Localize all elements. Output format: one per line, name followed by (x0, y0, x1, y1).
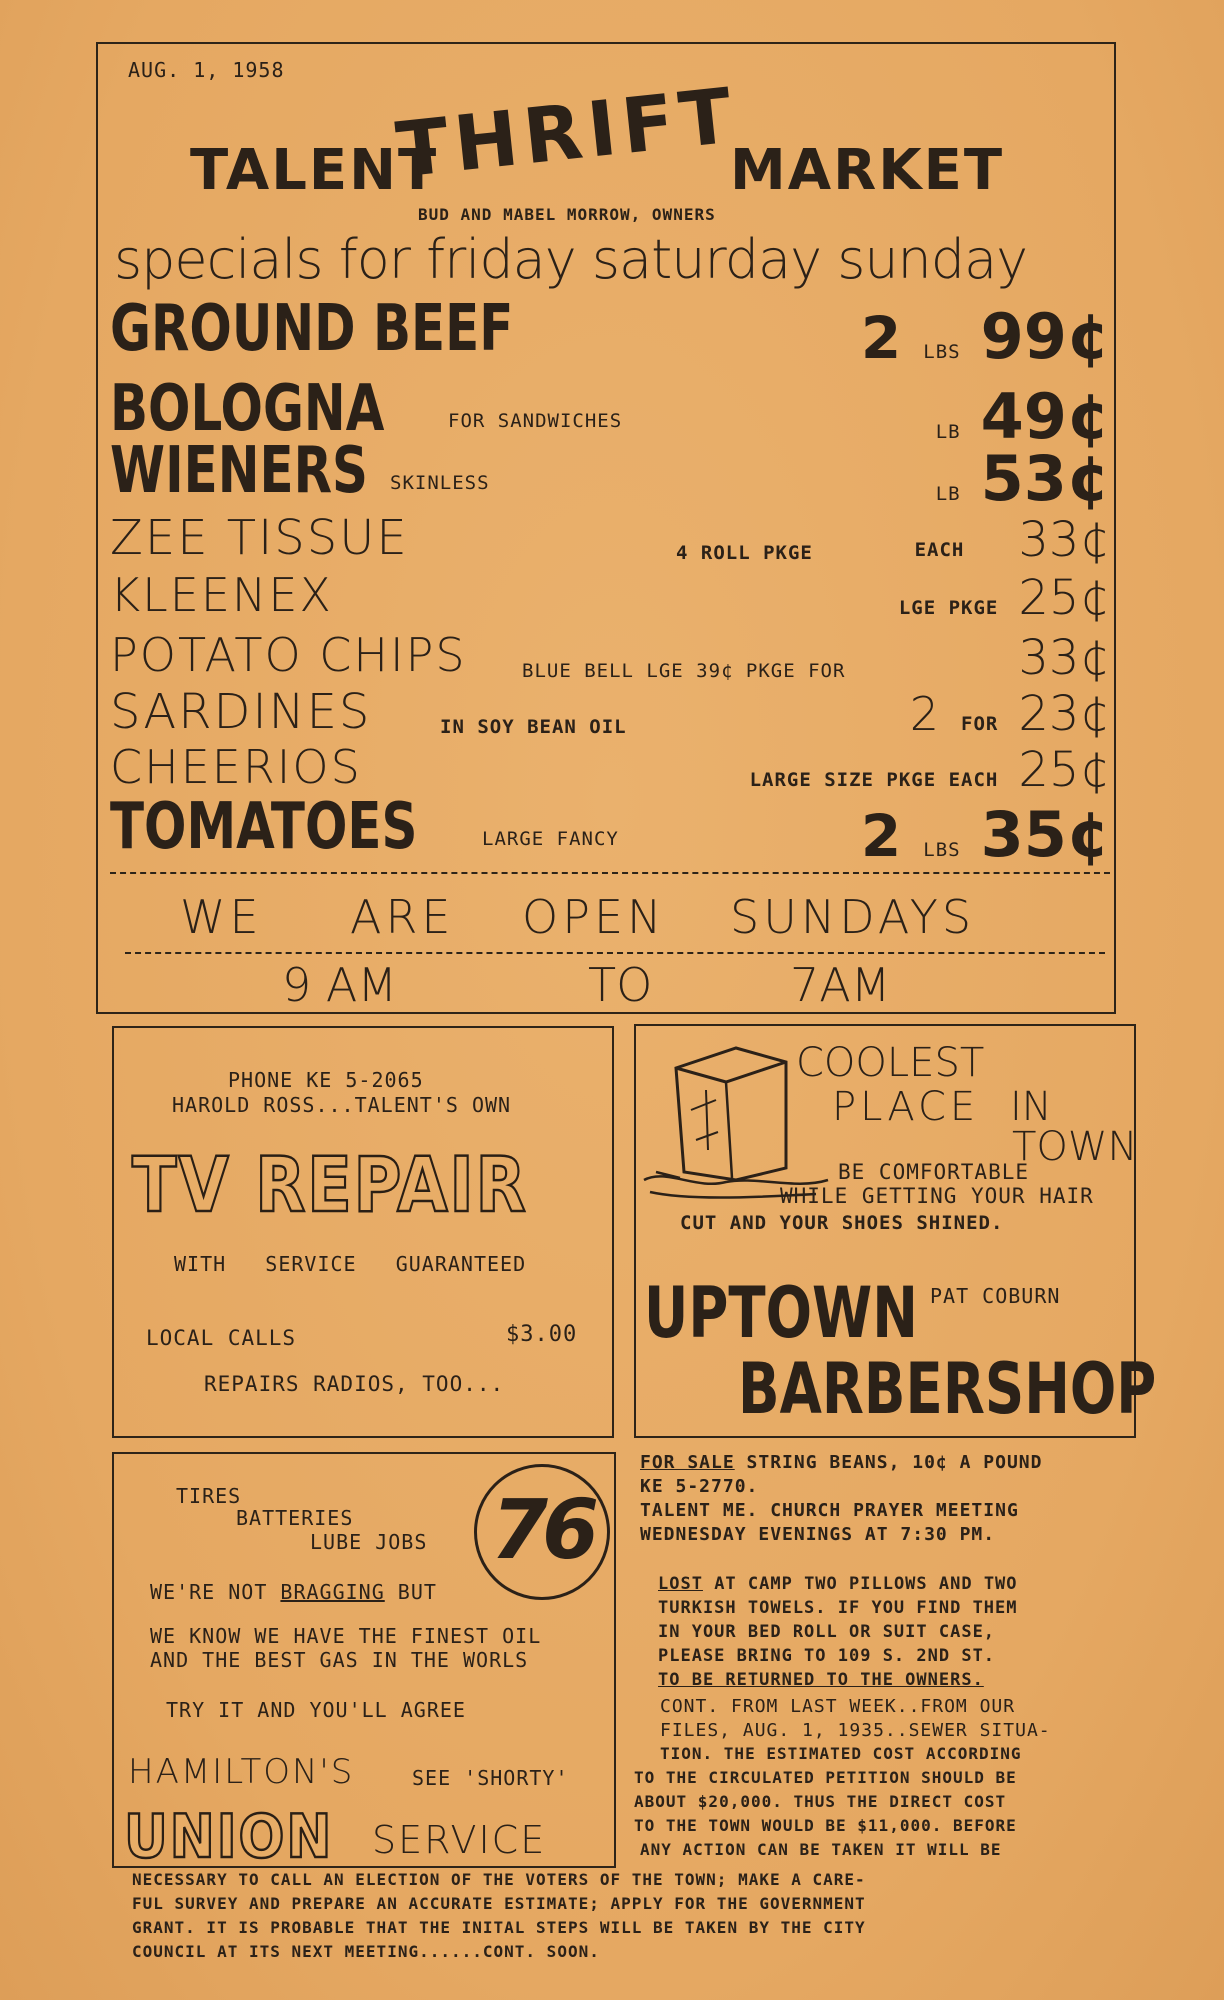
item-price: 33¢ (1018, 630, 1110, 686)
market-name-thrift: THRIFT (392, 70, 742, 195)
forsale-text: STRING BEANS, 10¢ A POUND (734, 1452, 1043, 1473)
union-76-logo-text: 76 (490, 1483, 594, 1578)
open-word-sundays: SUNDAYS (730, 890, 976, 944)
item-unit: LGE PKGE (898, 597, 999, 619)
item-note: FOR SANDWICHES (448, 410, 623, 432)
union-lube: LUBE JOBS (310, 1530, 428, 1554)
market-owners: BUD AND MABEL MORROW, OWNERS (418, 205, 716, 224)
item-unit: LBS (923, 839, 961, 861)
tv-local-price: $3.00 (506, 1322, 578, 1347)
barber-cut: CUT AND YOUR SHOES SHINED. (680, 1212, 1004, 1234)
item-price-group (861, 300, 1110, 373)
lost-line-3: IN YOUR BED ROLL OR SUIT CASE, (658, 1622, 996, 1642)
hours-open: 9 AM (282, 958, 398, 1012)
lost-line-1 (658, 1574, 1018, 1594)
church-line-1: TALENT ME. CHURCH PRAYER MEETING (640, 1500, 1019, 1521)
item-unit: LARGE SIZE PKGE EACH (749, 769, 999, 791)
market-name-talent: TALENT (190, 138, 439, 203)
tv-phone: PHONE KE 5-2065 (228, 1068, 424, 1092)
item-price: 33¢ (1018, 512, 1110, 568)
item-price: 25¢ (1018, 570, 1110, 626)
item-note: 4 ROLL PKGE (676, 542, 813, 564)
files-line-6: TO THE TOWN WOULD BE $11,000. BEFORE (634, 1816, 1017, 1835)
item-price: 35¢ (980, 798, 1110, 871)
union-shorty: SEE 'SHORTY' (412, 1766, 569, 1790)
forsale-phone: KE 5-2770. (640, 1476, 759, 1497)
item-name: TOMATOES (110, 790, 418, 864)
files-line-3: TION. THE ESTIMATED COST ACCORDING (660, 1744, 1022, 1763)
union-finest-2: AND THE BEST GAS IN THE WORLS (150, 1648, 529, 1672)
tv-repair-title: TV REPAIR (132, 1140, 528, 1229)
item-name: ZEE TISSUE (110, 510, 409, 566)
item-unit: LB (935, 483, 961, 505)
item-price-group (861, 798, 1110, 871)
bragging-post: BUT (384, 1580, 437, 1604)
item-price: 53¢ (980, 442, 1110, 515)
item-unit: EACH (914, 539, 965, 561)
specials-heading: specials for friday saturday sunday (114, 228, 1028, 291)
market-divider (110, 872, 1110, 874)
item-name: CHEERIOS (110, 740, 362, 794)
open-word-we: WE (180, 890, 263, 944)
barber-barbershop: BARBERSHOP (738, 1348, 1157, 1430)
open-word-are: ARE (350, 890, 455, 944)
item-qty: 2 (909, 687, 940, 741)
hours-to: TO (588, 958, 653, 1012)
barber-place: PLACE (832, 1084, 980, 1130)
union-batteries: BATTERIES (236, 1506, 354, 1530)
forsale-label: FOR SALE (640, 1452, 735, 1473)
bottom-line-4: COUNCIL AT ITS NEXT MEETING......CONT. SOON. (132, 1942, 600, 1961)
item-unit: LBS (923, 341, 961, 363)
item-price-group (910, 686, 1110, 742)
item-price-group (915, 512, 1110, 568)
union-tires: TIRES (176, 1484, 242, 1508)
lost-line-4: PLEASE BRING TO 109 S. 2ND ST. (658, 1646, 996, 1666)
issue-date: AUG. 1, 1958 (128, 58, 285, 82)
church-line-2: WEDNESDAY EVENINGS AT 7:30 PM. (640, 1524, 996, 1545)
barber-while: WHILE GETTING YOUR HAIR (780, 1184, 1094, 1208)
item-note: BLUE BELL LGE 39¢ PKGE FOR (522, 660, 846, 682)
item-price: 25¢ (1018, 742, 1110, 798)
files-line-5: ABOUT $20,000. THUS THE DIRECT COST (634, 1792, 1007, 1811)
barber-comfortable: BE COMFORTABLE (838, 1160, 1030, 1184)
union-service-word: SERVICE (372, 1818, 547, 1862)
tv-local-calls: LOCAL CALLS (146, 1326, 297, 1350)
bottom-line-3: GRANT. IT IS PROBABLE THAT THE INITAL STEPS WILL BE TAKEN BY THE CITY (132, 1918, 866, 1937)
item-price-group (1018, 630, 1110, 686)
item-name: WIENERS (110, 434, 369, 508)
bottom-line-2: FUL SURVEY AND PREPARE AN ACCURATE ESTIMATE; APPLY FOR THE GOVERNMENT (132, 1894, 866, 1913)
tv-owner: HAROLD ROSS...TALENT'S OWN (172, 1093, 512, 1117)
files-line-7: ANY ACTION CAN BE TAKEN IT WILL BE (640, 1840, 1002, 1859)
barber-in: IN (1010, 1084, 1052, 1130)
item-name: KLEENEX (110, 568, 333, 622)
item-price-group (936, 442, 1110, 515)
lost-line-2: TURKISH TOWELS. IF YOU FIND THEM (658, 1598, 1018, 1618)
item-name: POTATO CHIPS (110, 628, 467, 682)
bragging-word: BRAGGING (280, 1580, 385, 1604)
files-line-4: TO THE CIRCULATED PETITION SHOULD BE (634, 1768, 1017, 1787)
market-name-market: MARKET (730, 138, 1005, 203)
files-line-1: CONT. FROM LAST WEEK..FROM OUR (660, 1696, 1016, 1717)
lost-text: AT CAMP TWO PILLOWS AND TWO (702, 1574, 1018, 1594)
item-price-group (750, 742, 1110, 798)
union-hamilton: HAMILTON'S (128, 1752, 355, 1792)
item-unit: FOR (961, 713, 999, 735)
forsale-line (640, 1452, 1042, 1473)
item-note: SKINLESS (390, 472, 490, 494)
bottom-line-1: NECESSARY TO CALL AN ELECTION OF THE VOTERS OF THE TOWN; MAKE A CARE- (132, 1870, 866, 1889)
barber-coolest: COOLEST (796, 1040, 985, 1086)
item-price: 23¢ (1018, 686, 1110, 742)
lost-label: LOST (658, 1574, 703, 1594)
barber-town: TOWN (1012, 1124, 1138, 1170)
item-name: BOLOGNA (110, 372, 385, 446)
barber-uptown: UPTOWN (644, 1272, 918, 1354)
item-note: LARGE FANCY (482, 828, 619, 850)
hours-close: 7AM (790, 958, 891, 1012)
item-price: 49¢ (980, 380, 1110, 453)
tv-radios: REPAIRS RADIOS, TOO... (204, 1372, 505, 1396)
union-finest-1: WE KNOW WE HAVE THE FINEST OIL (150, 1624, 542, 1648)
union-bragging-line (150, 1580, 437, 1604)
item-price-group (899, 570, 1110, 626)
item-note: IN SOY BEAN OIL (440, 716, 627, 738)
item-price: 99¢ (980, 300, 1110, 373)
lost-line-5: TO BE RETURNED TO THE OWNERS. (658, 1670, 984, 1690)
item-qty: 2 (860, 802, 902, 870)
union-word: UNION (124, 1802, 334, 1872)
item-name: GROUND BEEF (110, 292, 514, 366)
bragging-pre: WE'RE NOT (150, 1580, 281, 1604)
item-unit: LB (935, 421, 961, 443)
barber-owner: PAT COBURN (930, 1284, 1061, 1308)
item-qty: 2 (860, 304, 902, 372)
union-76-logo (474, 1464, 610, 1600)
open-word-open: OPEN (522, 890, 666, 944)
tv-guarantee: WITH SERVICE GUARANTEED (174, 1252, 527, 1276)
files-line-2: FILES, AUG. 1, 1935..SEWER SITUA- (660, 1720, 1051, 1741)
item-name: SARDINES (110, 684, 372, 740)
hours-divider (125, 952, 1105, 954)
union-try: TRY IT AND YOU'LL AGREE (166, 1698, 466, 1722)
